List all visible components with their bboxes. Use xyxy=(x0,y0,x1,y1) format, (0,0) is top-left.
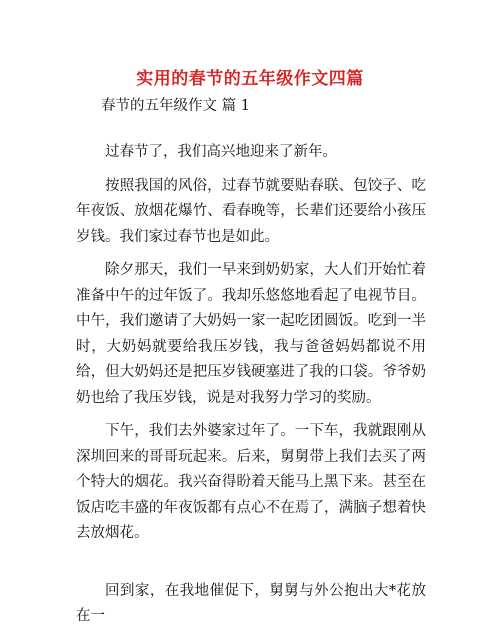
essay-body xyxy=(76,140,426,638)
document-title: 实用的春节的五年级作文四篇 xyxy=(136,69,364,89)
paragraph: 过春节了，我们高兴地迎来了新年。 xyxy=(105,144,337,160)
paragraph: 按照我国的风俗，过春节就要贴春联、包饺子、吃年夜饭、放烟花爆竹、看春晚等，长辈们还要给小孩压岁钱。我们家过春节也是如此。 xyxy=(76,177,426,245)
paragraph: 下午，我们去外婆家过年了。一下车，我就跟刚从深圳回来的哥哥玩起来。后来，舅舅带上我们去买了两个特大的烟花。我兴奋得盼着天能马上黑下来。甚至在饭店吃丰盛的年夜饭都有点心不在焉了，满脑子想着快去放烟花。 xyxy=(76,423,426,541)
paragraph: 回到家，在我地催促下，舅舅与外公抱出大*花放在一 xyxy=(76,582,426,624)
section-heading: 春节的五年级作文 篇 1 xyxy=(101,98,250,114)
paragraph: 除夕那天，我们一早来到奶奶家，大人们开始忙着准备中午的过年饭了。我却乐悠悠地看起了电视节目。中午，我们邀请了大奶妈一家一起吃团圆饭。吃到一半时，大奶妈就要给我压岁钱，我与爸爸妈妈都说不用给，但大奶妈还是把压岁钱硬塞进了我的口袋。爷爷奶奶也给了我压岁钱，说是对我努力学习的奖励。 xyxy=(76,262,426,406)
